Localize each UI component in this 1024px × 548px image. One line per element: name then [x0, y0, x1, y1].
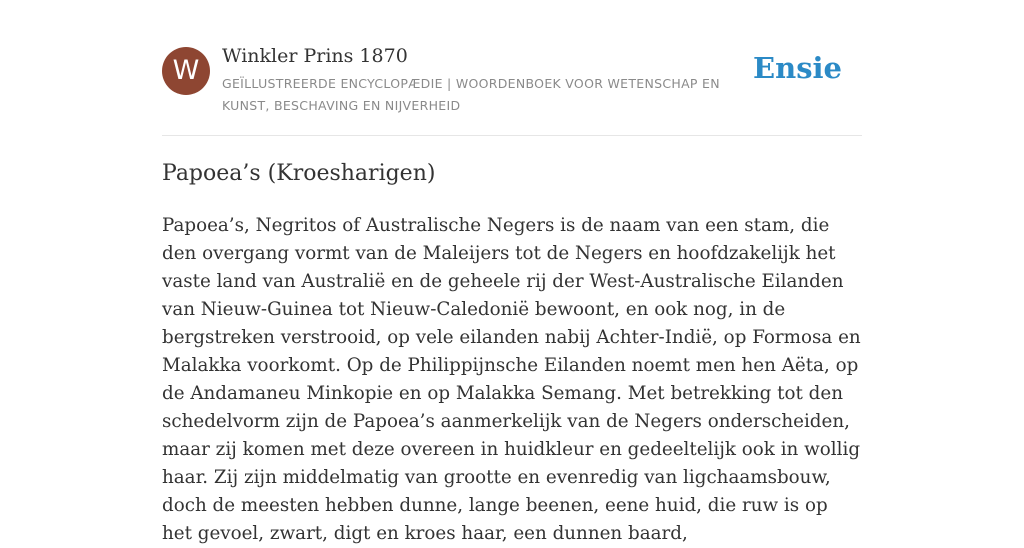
source-avatar[interactable]: W [162, 47, 210, 95]
header-divider [162, 135, 862, 136]
source-header [162, 44, 862, 116]
article-title: Papoea’s (Kroesharigen) [162, 161, 436, 186]
ensie-logo-link[interactable]: Ensie [753, 51, 842, 85]
article-body: Papoea’s, Negritos of Australische Negers is de naam van een stam, die den overgang vormt van de Maleijers tot de Negers en hoofdzakelijk het vaste land van Australië en de geheele rij der West-Australische Eilanden van Nieuw-Guinea tot Nieuw-Caledonië bewoont, en ook nog, in de bergstreken verstrooid, op vele eilanden nabij Achter-Indië, op Formosa en Malakka voorkomt. Op de Philippijnsche Eilanden noemt men hen Aëta, op de Andamaneu Minkopie en op Malakka Semang. Met betrekking tot den schedelvorm zijn de Papoea’s aanmerkelijk van de Negers onderscheiden, maar zij komen met deze overeen in huidkleur en gedeeltelijk ook in wollig haar. Zij zijn middelmatig van grootte en evenredig van ligchaamsbouw, doch de meesten hebben dunne, lange beenen, eene huid, die ruw is op het gevoel, zwart, digt en kroes haar, een dunnen baard, [162, 215, 861, 544]
source-subtitle: GEÏLLUSTREERDE ENCYCLOPÆDIE | WOORDENBOEK VOOR WETENSCHAP EN KUNST, BESCHAVING EN NIJVERHEID [222, 76, 720, 113]
source-title-link[interactable]: Winkler Prins 1870 [222, 45, 408, 67]
